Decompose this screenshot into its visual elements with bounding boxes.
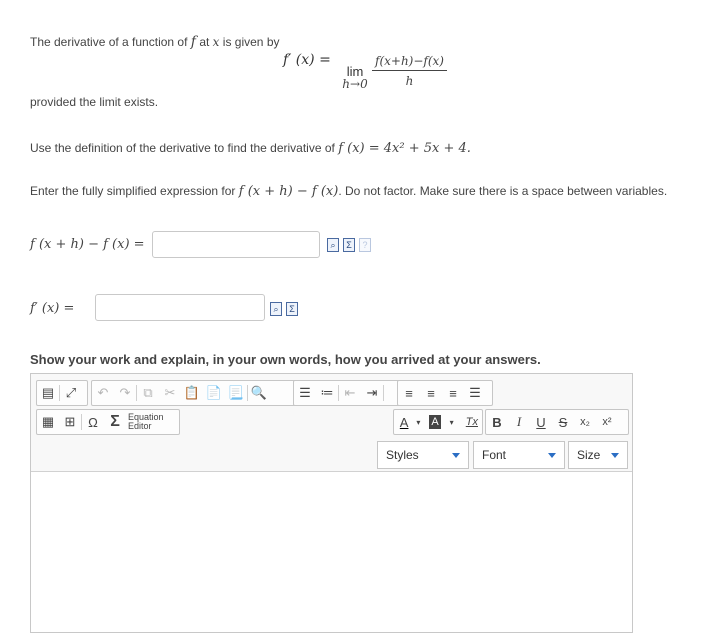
editor-toolbar: [31, 374, 632, 472]
italic-button[interactable]: I: [516, 414, 522, 429]
equation-editor-icon[interactable]: Σ: [343, 238, 355, 252]
bulleted-list-icon[interactable]: ≔: [320, 385, 334, 400]
task-function: f (x) = 4x² + 5x + 4.: [338, 141, 471, 156]
table-icon[interactable]: ⊞: [64, 414, 76, 429]
text-color-dropdown-icon[interactable]: ▾: [416, 417, 421, 427]
font-dropdown[interactable]: [473, 441, 565, 469]
align-left-icon[interactable]: ≡: [405, 385, 413, 401]
proviso-text: provided the limit exists.: [30, 95, 159, 109]
align-center-icon[interactable]: ≡: [427, 385, 435, 401]
toolbar-group-align: [397, 380, 493, 406]
cut-icon[interactable]: ✂: [164, 385, 176, 400]
task-text: Use the definition of the derivative to find the derivative of: [30, 141, 335, 155]
horizontal-line-icon[interactable]: ▦: [41, 414, 55, 429]
chevron-down-icon: [548, 453, 556, 458]
intro-text-end: is given by: [222, 35, 280, 49]
limit-label: lim: [346, 64, 364, 79]
sigma-icon[interactable]: Σ: [110, 413, 120, 430]
toolbar-group-format: [485, 409, 629, 435]
paste-icon[interactable]: 📋: [183, 385, 201, 400]
preview-icon-2[interactable]: ⌕: [270, 302, 282, 316]
styles-label: Styles: [386, 448, 419, 462]
source-icon[interactable]: ▤: [41, 385, 55, 400]
equation-editor-label-2: Editor: [128, 421, 152, 431]
remove-format-button[interactable]: Tx: [465, 416, 478, 428]
underline-button[interactable]: U: [536, 414, 546, 430]
copy-icon[interactable]: ⧉: [143, 385, 153, 400]
numbered-list-icon[interactable]: ☰: [299, 385, 311, 400]
toolbar-group-insert: [36, 409, 180, 435]
find-icon[interactable]: 🔍: [250, 385, 268, 400]
equation-editor-icon-2[interactable]: Σ: [286, 302, 298, 316]
font-label: Font: [482, 448, 507, 462]
f-symbol: f: [190, 34, 196, 50]
paste-word-icon[interactable]: 📃: [227, 385, 245, 400]
background-color-button[interactable]: A: [429, 415, 442, 429]
derivative-answer-input[interactable]: [95, 294, 265, 321]
maximize-icon[interactable]: ⤢: [65, 385, 77, 400]
toolbar-group-view: [36, 380, 88, 406]
instruction-text-end: . Do not factor. Make sure there is a space between variables.: [338, 184, 668, 198]
subscript-button[interactable]: x₂: [580, 416, 590, 428]
difference-quotient: [372, 54, 447, 88]
toolbar-group-colors: [393, 409, 483, 435]
derivative-definition-lhs: f′ (x) =: [283, 52, 331, 68]
task-line: [30, 141, 471, 156]
redo-icon[interactable]: ↷: [119, 385, 131, 400]
styles-dropdown[interactable]: [377, 441, 469, 469]
editor-content-area[interactable]: [31, 472, 632, 632]
outdent-icon[interactable]: ⇤: [344, 385, 356, 400]
indent-icon[interactable]: ⇥: [366, 385, 378, 400]
difference-answer-input[interactable]: [152, 231, 320, 258]
help-icon[interactable]: ?: [359, 238, 371, 252]
undo-icon[interactable]: ↶: [97, 385, 109, 400]
superscript-button[interactable]: x²: [602, 416, 612, 428]
answer1-label: f (x + h) − f (x) =: [30, 237, 145, 252]
chevron-down-icon: [611, 453, 619, 458]
equation-editor-label-1: Equation: [128, 412, 164, 422]
rich-text-editor: [30, 373, 633, 633]
text-color-button[interactable]: A: [399, 414, 409, 430]
size-dropdown[interactable]: [568, 441, 628, 469]
toolbar-group-edit: [91, 380, 321, 406]
work-heading: Show your work and explain, in your own words, how you arrived at your answers.: [30, 352, 541, 367]
omega-icon[interactable]: Ω: [88, 414, 98, 430]
instruction-expression: f (x + h) − f (x): [238, 184, 339, 199]
fraction-denominator: h: [405, 74, 414, 88]
background-color-dropdown-icon[interactable]: ▾: [449, 417, 454, 427]
equation-editor-button[interactable]: [126, 413, 168, 431]
paste-text-icon[interactable]: 📄: [205, 385, 223, 400]
fraction-numerator: f(x+h)−f(x): [372, 54, 447, 71]
answer2-label: f′ (x) =: [30, 301, 75, 316]
chevron-down-icon: [452, 453, 460, 458]
preview-icon[interactable]: ⌕: [327, 238, 339, 252]
size-label: Size: [577, 448, 601, 462]
instruction-text-start: Enter the fully simplified expression for: [30, 184, 236, 198]
strikethrough-button[interactable]: S: [558, 414, 568, 430]
instruction-line: [30, 184, 667, 199]
intro-text-mid: at: [199, 35, 210, 49]
intro-line: [30, 34, 280, 50]
align-right-icon[interactable]: ≡: [449, 385, 457, 401]
bold-button[interactable]: B: [492, 414, 502, 430]
limit-operator: [338, 64, 372, 91]
limit-subscript: h→0: [342, 77, 368, 91]
toolbar-separator: [383, 385, 384, 401]
intro-text-start: The derivative of a function of: [30, 35, 188, 49]
x-symbol: x: [212, 35, 220, 49]
justify-icon[interactable]: ☰: [469, 385, 481, 400]
